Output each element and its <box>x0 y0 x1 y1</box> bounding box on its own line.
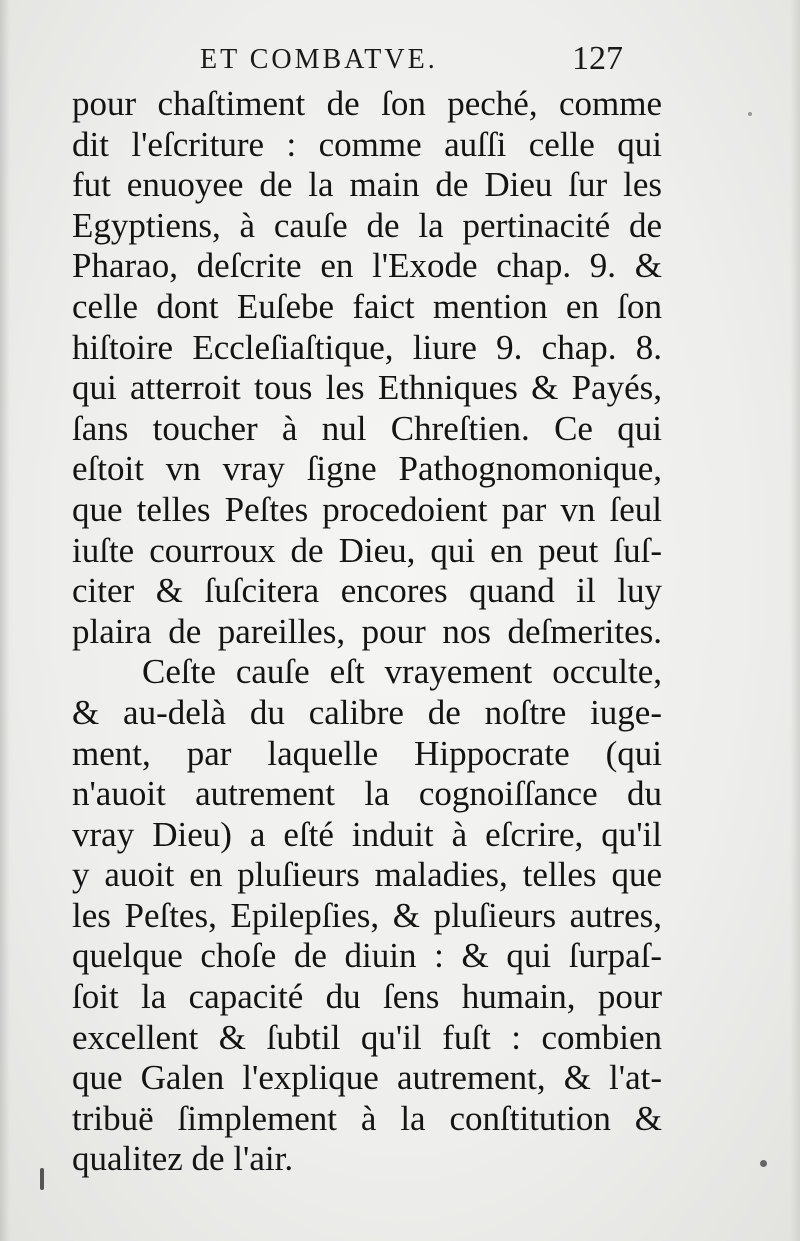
paper-speck <box>748 112 752 116</box>
text-line: excellent & ſubtil qu'il fuſt : combien <box>72 1017 662 1057</box>
text-line: citer & ſuſcitera encores quand il luy <box>72 571 662 611</box>
text-line: hiſtoire Eccleſiaſtique, liure 9. chap. 8. <box>72 327 662 367</box>
text-line: quelque choſe de diuin : & qui ſurpaſ- <box>72 936 662 976</box>
page-number: 127 <box>572 40 623 77</box>
text-line: plaira de pareilles, pour nos deſmerites. <box>72 611 662 651</box>
text-line: ſoit la capacité du ſens humain, pour <box>72 977 662 1017</box>
text-line: tribuë ſimplement à la conſtitution & <box>72 1098 662 1138</box>
text-line: celle dont Euſebe faict mention en ſon <box>72 286 662 326</box>
text-line: pour chaſtiment de ſon peché, comme <box>72 84 662 123</box>
text-line: vray Dieu) a eſté induit à eſcrire, qu'il <box>72 814 662 854</box>
page-right-edge <box>790 0 800 1241</box>
text-line: les Peſtes, Epilepſies, & pluſieurs autres, <box>72 895 662 935</box>
paper-speck <box>760 1160 767 1167</box>
text-line: eſtoit vn vray ſigne Pathognomonique, <box>72 449 662 489</box>
text-line: iuſte courroux de Dieu, qui en peut ſuſ- <box>72 530 662 570</box>
text-line: que telles Peſtes procedoient par vn ſeul <box>72 489 662 529</box>
paper-speck <box>40 1168 44 1190</box>
text-line: qui atterroit tous les Ethniques & Payés, <box>72 368 662 408</box>
text-line: dit l'eſcriture : comme auſſi celle qui <box>72 124 662 164</box>
paragraph-start-line: Ceſte cauſe eſt vrayement occulte, <box>142 652 662 692</box>
text-line: Egyptiens, à cauſe de la pertinacité de <box>72 205 662 245</box>
text-line: qualitez de l'air. <box>72 1139 294 1179</box>
text-line: y auoit en pluſieurs maladies, telles que <box>72 855 662 895</box>
text-line: Pharao, deſcrite en l'Exode chap. 9. & <box>72 246 662 286</box>
page-left-edge <box>0 0 10 1241</box>
text-line: ment, par laquelle Hippocrate (qui <box>72 733 662 773</box>
text-line: n'auoit autrement la cognoiſſance du <box>72 774 662 814</box>
text-line: fut enuoyee de la main de Dieu ſur les <box>72 165 662 205</box>
text-line: que Galen l'explique autrement, & l'at- <box>72 1058 662 1098</box>
running-head: ET COMBATVE. <box>200 44 438 75</box>
text-line: & au-delà du calibre de noſtre iuge- <box>72 692 662 732</box>
body-text <box>72 84 662 1180</box>
text-line: ſans toucher à nul Chreſtien. Ce qui <box>72 408 662 448</box>
